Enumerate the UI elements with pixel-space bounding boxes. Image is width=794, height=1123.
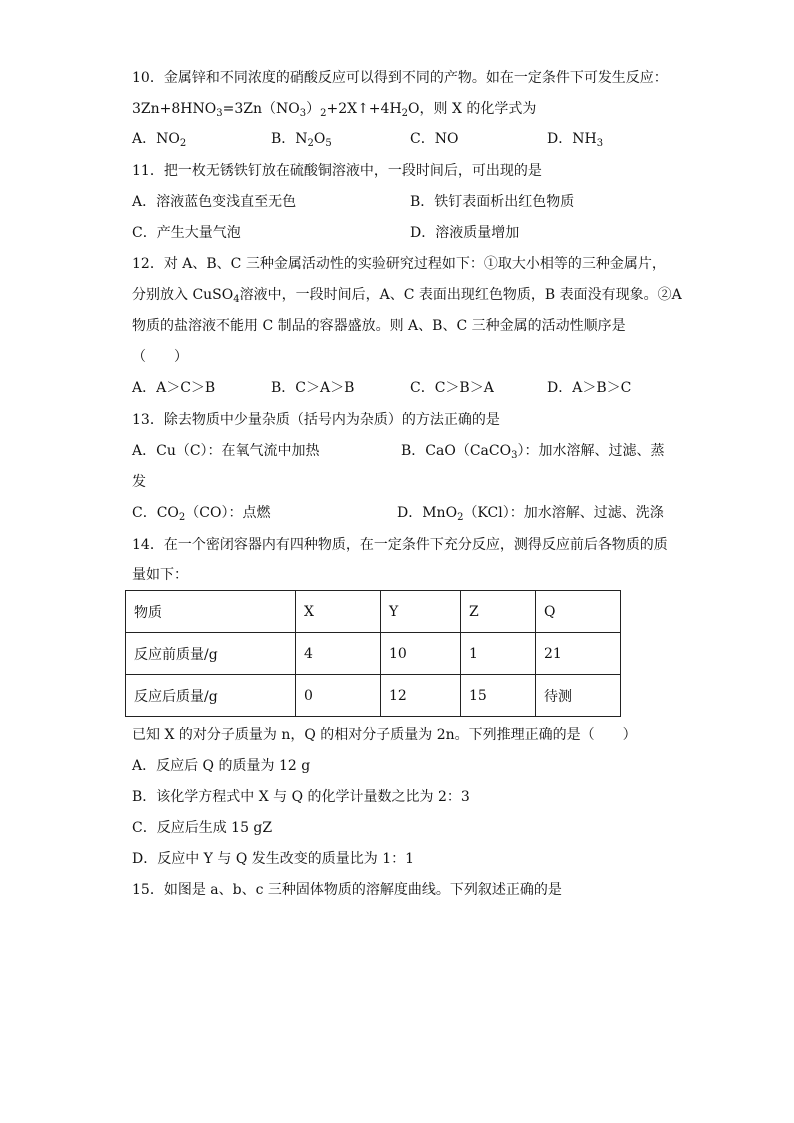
q14-line-1: 14．在一个密闭容器内有四种物质，在一定条件下充分反应，测得反应前后各物质的质 <box>132 537 668 553</box>
table-cell: Z <box>461 591 536 633</box>
q12-line-4: （ ） <box>132 349 188 365</box>
q14-option-d: D．反应中 Y 与 Q 发生改变的质量比为 1：1 <box>132 851 415 867</box>
q12-line-2: 分别放入 CuSO$_4$溶液中，一段时间后，A、C 表面出现红色物质，B 表面没有现象。②A <box>132 287 682 305</box>
q11-option-c: C．产生大量气泡 <box>132 225 241 241</box>
q11-stem: 11．把一枚无锈铁钉放在硫酸铜溶液中，一段时间后，可出现的是 <box>132 163 542 179</box>
q10-equation: $3Zn+8HNO_3=3Zn(NO_3)_2+2X↑+4H_2O$，则 X 的化学式为 <box>132 101 537 119</box>
table-cell: 反应后质量/g <box>126 675 296 717</box>
table-cell: Y <box>381 591 461 633</box>
table-cell: 反应前质量/g <box>126 633 296 675</box>
q13-option-a: A．Cu（C）：在氧气流中加热 <box>132 443 320 459</box>
table-cell: 0 <box>296 675 381 717</box>
table-cell: 1 <box>461 633 536 675</box>
q10-option-d: D．$NH_3$ <box>547 131 604 149</box>
q13-option-b: B．CaO（CaCO$_3$）：加水溶解、过滤、蒸 <box>401 443 665 461</box>
table-row <box>126 633 621 675</box>
table-cell: X <box>296 591 381 633</box>
mass-table <box>125 590 621 717</box>
table-cell: 15 <box>461 675 536 717</box>
q10-option-a: A．$NO_2$ <box>132 131 187 149</box>
q13-option-c: C．$CO_2(CO)$：点燃 <box>132 505 271 523</box>
q14-after-table: 已知 X 的对分子质量为 n，Q 的相对分子质量为 2n。下列推理正确的是（ ） <box>132 727 637 743</box>
table-row <box>126 675 621 717</box>
q14-option-a: A．反应后 Q 的质量为 12 g <box>132 758 311 774</box>
table-cell: 待测 <box>536 675 621 717</box>
q14-option-c: C．反应后生成 15 gZ <box>132 820 273 836</box>
q10-option-b: B．$N_2O_5$ <box>271 131 332 149</box>
q15-stem: 15．如图是 a、b、c 三种固体物质的溶解度曲线。下列叙述正确的是 <box>132 882 562 898</box>
q12-line-1: 12．对 A、B、C 三种金属活动性的实验研究过程如下：①取大小相等的三种金属片， <box>132 256 666 272</box>
table-cell: 4 <box>296 633 381 675</box>
q14-line-2: 量如下： <box>132 567 188 583</box>
q13-option-d: D．MnO$_2$（KCl）：加水溶解、过滤、洗涤 <box>397 505 664 523</box>
q10-option-c: C．NO <box>410 131 459 147</box>
q11-option-b: B．铁钉表面析出红色物质 <box>410 194 575 210</box>
q12-option-d: D．A＞B＞C <box>547 380 632 396</box>
q12-line-3: 物质的盐溶液不能用 C 制品的容器盛放。则 A、B、C 三种金属的活动性顺序是 <box>132 318 626 334</box>
table-cell: 21 <box>536 633 621 675</box>
table-cell: 12 <box>381 675 461 717</box>
q12-option-a: A．A＞C＞B <box>132 380 216 396</box>
table-cell: Q <box>536 591 621 633</box>
q14-option-b: B．该化学方程式中 X 与 Q 的化学计量数之比为 2：3 <box>132 789 470 805</box>
q12-option-c: C．C＞B＞A <box>410 380 494 396</box>
q11-option-a: A．溶液蓝色变浅直至无色 <box>132 194 297 210</box>
q13-option-b-continued: 发 <box>132 474 146 490</box>
table-cell: 物质 <box>126 591 296 633</box>
q10-stem: 10．金属锌和不同浓度的硝酸反应可以得到不同的产物。如在一定条件下可发生反应： <box>132 70 668 86</box>
q13-stem: 13．除去物质中少量杂质（括号内为杂质）的方法正确的是 <box>132 412 500 428</box>
q12-option-b: B．C＞A＞B <box>271 380 355 396</box>
table-header-row <box>126 591 621 633</box>
table-cell: 10 <box>381 633 461 675</box>
q11-option-d: D．溶液质量增加 <box>410 225 520 241</box>
